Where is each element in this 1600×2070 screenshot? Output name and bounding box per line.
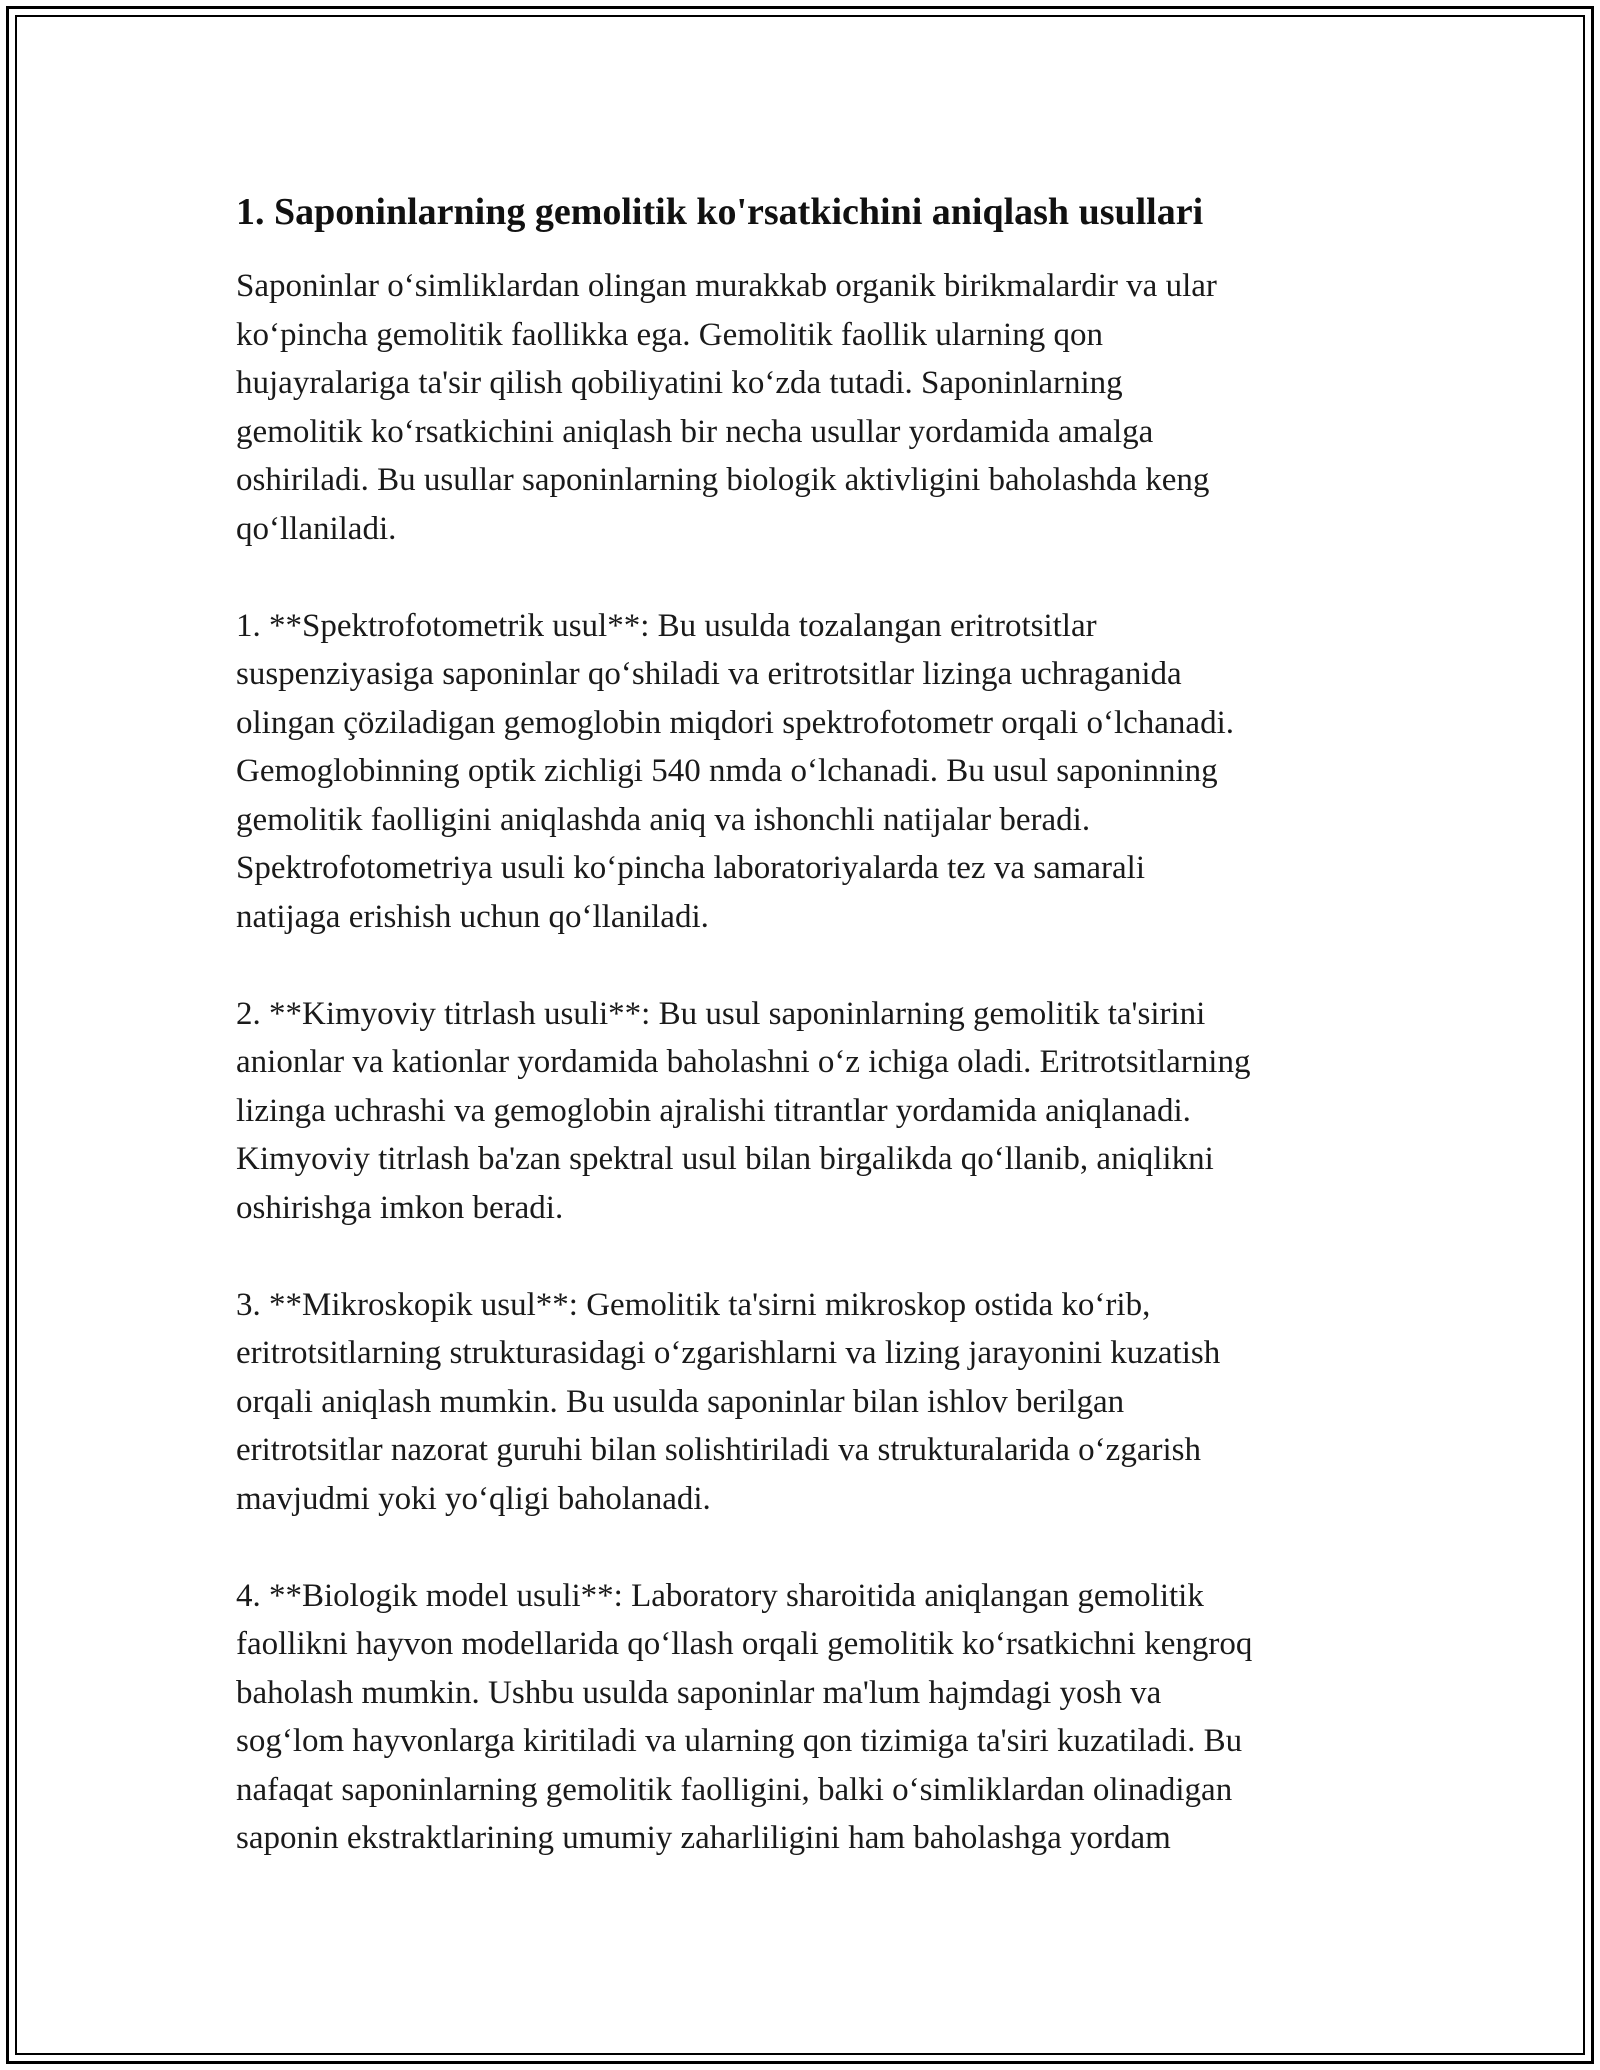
method-biological-model-paragraph: 4. **Biologik model usuli**: Laboratory sharoitida aniqlangan gemolitik faollikni hayvon modellarida qo‘llash orqali gemolitik ko‘rsatkichni kengroq baholash mumkin. Ushbu usulda saponinlar ma'lum hajmdagi yosh va sog‘lom hayvonlarga kiritiladi va ularning qon tizimiga ta'siri kuzatiladi. Bu nafaqat saponinlarning gemolitik faolligini, balki o‘simliklardan olinadigan saponin ekstraktlarining umumiy zaharliligini ham baholashga yordam xyxy=(236,1577,1253,1856)
method-spectrophotometric-paragraph: 1. **Spektrofotometrik usul**: Bu usulda tozalangan eritrotsitlar suspenziyasiga saponinlar qo‘shiladi va eritrotsitlar lizinga uchraganida olingan çöziladigan gemoglobin miqdori spektrofotometr orqali o‘lchanadi. Gemoglobinning optik zichligi 540 nmda o‘lchanadi. Bu usul saponinning gemolitik faolligini aniqlashda aniq va ishonchli natijalar beradi. Spektrofotometriya usuli ko‘pincha laboratoriyalarda tez va samarali natijaga erishish uchun qo‘llaniladi. xyxy=(236,607,1234,935)
document-body xyxy=(236,186,1376,1911)
method-microscopic-paragraph: 3. **Mikroskopik usul**: Gemolitik ta'sirni mikroskop ostida ko‘rib, eritrotsitlarning strukturasidagi o‘zgarishlarni va lizing jarayonini kuzatish orqali aniqlash mumkin. Bu usulda saponinlar bilan ishlov berilgan eritrotsitlar nazorat guruhi bilan solishtiriladi va strukturalarida o‘zgarish mavjudmi yoki yo‘qligi baholanadi. xyxy=(236,1286,1221,1517)
section-heading: 1. Saponinlarning gemolitik ko'rsatkichini aniqlash usullari xyxy=(236,191,1204,233)
method-chemical-titration-paragraph: 2. **Kimyoviy titrlash usuli**: Bu usul saponinlarning gemolitik ta'sirini anionlar va kationlar yordamida baholashni o‘z ichiga oladi. Eritrotsitlarning lizinga uchrashi va gemoglobin ajralishi titrantlar yordamida aniqlanadi. Kimyoviy titrlash ba'zan spektral usul bilan birgalikda qo‘llanib, aniqlikni oshirishga imkon beradi. xyxy=(236,995,1251,1226)
intro-paragraph: Saponinlar o‘simliklardan olingan murakkab organik birikmalardir va ular ko‘pincha gemolitik faollikka ega. Gemolitik faollik ularning qon hujayralariga ta'sir qilish qobiliyatini ko‘zda tutadi. Saponinlarning gemolitik ko‘rsatkichini aniqlash bir necha usullar yordamida amalga oshiriladi. Bu usullar saponinlarning biologik aktivligini baholashda keng qo‘llaniladi. xyxy=(236,268,1217,547)
